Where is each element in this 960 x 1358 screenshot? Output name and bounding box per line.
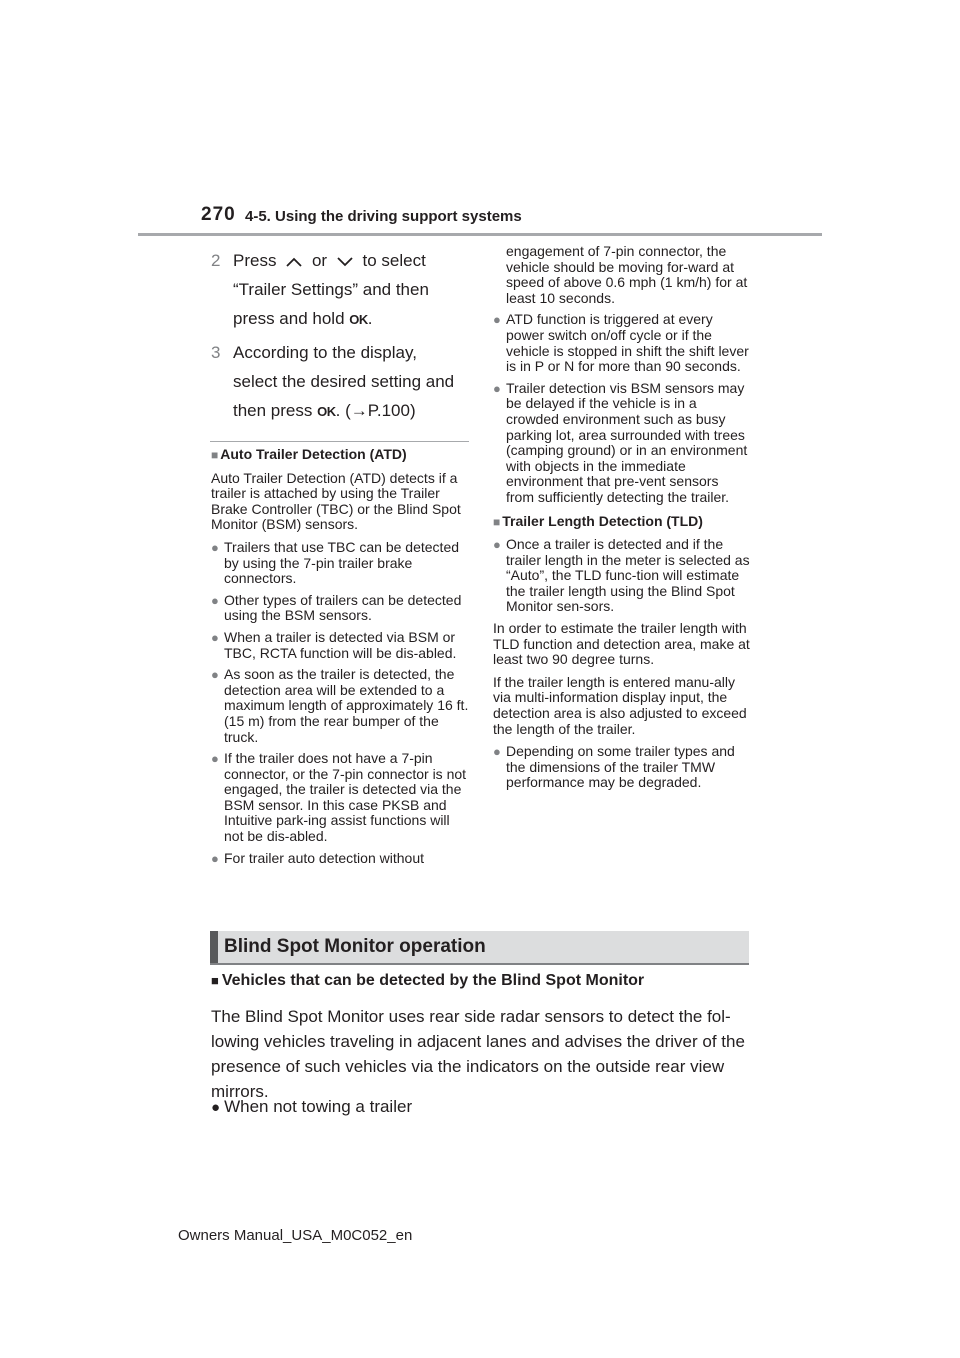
step-number: 3	[211, 343, 221, 362]
list-item-text: When a trailer is detected via BSM or TBC, RCTA function will be dis-abled.	[224, 628, 457, 661]
tld-paragraph: In order to estimate the trailer length with TLD function and detection area, make at least two 90 degree turns.	[493, 620, 750, 668]
atd-heading	[211, 447, 469, 464]
atd-heading-text: Auto Trailer Detection (ATD)	[220, 446, 407, 462]
list-item-text: Once a trailer is detected and if the trailer length in the meter is selected as “Auto”, the TLD func-tion will estimate the trailer length using the Blind Spot Monitor sen-sors.	[506, 536, 750, 615]
list-item-text: Other types of trailers can be detected using the BSM sensors.	[224, 591, 462, 624]
step-text-line: select the desired setting and	[233, 372, 455, 391]
bullet-icon: ●	[211, 850, 219, 866]
atd-intro: Auto Trailer Detection (ATD) detects if a trailer is attached by using the Trailer Brake Controller (TBC) or the Blind Spot Monitor (BSM) sensors.	[211, 469, 461, 533]
bullet-icon: ●	[493, 744, 501, 760]
list-item	[493, 312, 750, 374]
right-column	[493, 244, 750, 797]
bullet-icon: ●	[211, 1099, 221, 1116]
ok-button-icon: OK	[317, 404, 336, 419]
chevron-up-icon	[281, 255, 307, 269]
list-item-text: ATD function is triggered at every power switch on/off cycle or if the vehicle is stopped in shift the shift lever is in P or N for more than 90 seconds.	[506, 311, 749, 375]
list-item-text: Trailer detection vis BSM sensors may be delayed if the vehicle is in a crowded environment such as busy parking lot, area surrounded with trees (camping ground) or in an environment with objects in the immediate environment that pre-vent sensors from sufficiently detecting the trailer.	[506, 379, 748, 505]
bullet-icon: ●	[211, 751, 219, 767]
list-item-text: Trailers that use TBC can be detected by using the 7-pin trailer brake connectors.	[224, 538, 460, 587]
list-item	[493, 381, 750, 506]
step-text-part: press and hold	[233, 309, 345, 328]
step-text-part: Press	[233, 251, 277, 270]
page-number: 270	[201, 204, 236, 225]
bullet-icon: ●	[211, 539, 219, 555]
list-item	[211, 540, 469, 587]
bullet-icon: ●	[211, 629, 219, 645]
chevron-down-icon	[332, 255, 358, 269]
list-item	[211, 630, 469, 661]
section-title: 4-5. Using the driving support systems	[245, 208, 522, 225]
square-bullet-icon: ■	[493, 514, 501, 529]
list-item	[211, 667, 469, 745]
vehicles-subheading-text: Vehicles that can be detected by the Blind Spot Monitor	[221, 972, 645, 989]
continued-text: engagement of 7-pin connector, the vehicle should be moving for-ward at speed of above 0.6 mph (1 km/h) for at least 10 seconds.	[506, 243, 748, 306]
header-rule	[138, 233, 822, 236]
bullet-icon: ●	[211, 667, 219, 683]
step-text	[233, 246, 473, 334]
square-bullet-icon: ■	[211, 973, 219, 988]
step-text-part: . (	[335, 401, 351, 420]
square-bullet-icon: ■	[211, 448, 219, 462]
list-item-text: Depending on some trailer types and the dimensions of the trailer TMW performance may be degraded.	[506, 743, 735, 791]
list-item	[211, 851, 469, 867]
left-column	[211, 447, 469, 872]
list-item	[211, 1094, 412, 1120]
section-divider	[210, 441, 469, 442]
step-2	[211, 246, 471, 336]
tld-paragraph: If the trailer length is entered manu-ally via multi-information display input, the detection area is also adjusted to exceed the length of the trailer.	[493, 673, 747, 737]
banner-title: Blind Spot Monitor operation	[224, 936, 486, 957]
list-item	[493, 537, 750, 615]
list-item	[211, 593, 469, 624]
step-3	[211, 338, 471, 428]
list-item-text: For trailer auto detection without	[224, 849, 424, 866]
step-text-line: According to the display,	[233, 343, 417, 362]
list-item	[493, 744, 750, 791]
banner-rule	[210, 963, 749, 965]
step-text-part: or	[311, 251, 328, 270]
list-item-text: As soon as the trailer is detected, the detection area will be extended to a maximum length of approximately 16 ft. (15 m) from the rear bumper of the truck.	[224, 666, 469, 745]
step-text-part: to select	[362, 251, 426, 270]
page-reference-link[interactable]: P.100)	[367, 401, 416, 420]
tld-heading	[493, 514, 750, 531]
main-paragraph: The Blind Spot Monitor uses rear side radar sensors to detect the fol-lowing vehicles traveling in adjacent lanes and advises the driver of the presence of such vehicles via the indicators on the outside rear view mirrors.	[211, 1007, 745, 1101]
step-number: 2	[211, 251, 221, 270]
bullet-icon: ●	[211, 592, 219, 608]
footer-text: Owners Manual_USA_M0C052_en	[178, 1227, 413, 1244]
list-item-text: When not towing a trailer	[224, 1097, 413, 1116]
list-item-text: If the trailer does not have a 7-pin connector, or the 7-pin connector is not engaged, the trailer is detected via the BSM sensor. In this case PKSB and Intuitive park-ing assist functions will not be dis-abled.	[224, 750, 467, 845]
tld-heading-text: Trailer Length Detection (TLD)	[502, 512, 703, 529]
step-text	[233, 338, 473, 426]
bullet-icon: ●	[493, 380, 501, 396]
ok-button-icon: OK	[349, 312, 368, 327]
bullet-icon: ●	[493, 312, 501, 328]
vehicles-subheading	[211, 972, 771, 990]
bullet-icon: ●	[493, 537, 501, 553]
arrow-right-icon: →	[350, 401, 368, 420]
list-item	[211, 751, 469, 845]
step-text-part: then press	[233, 401, 313, 420]
step-text-line: “Trailer Settings” and then	[233, 280, 429, 299]
step-text-part: .	[367, 309, 373, 328]
